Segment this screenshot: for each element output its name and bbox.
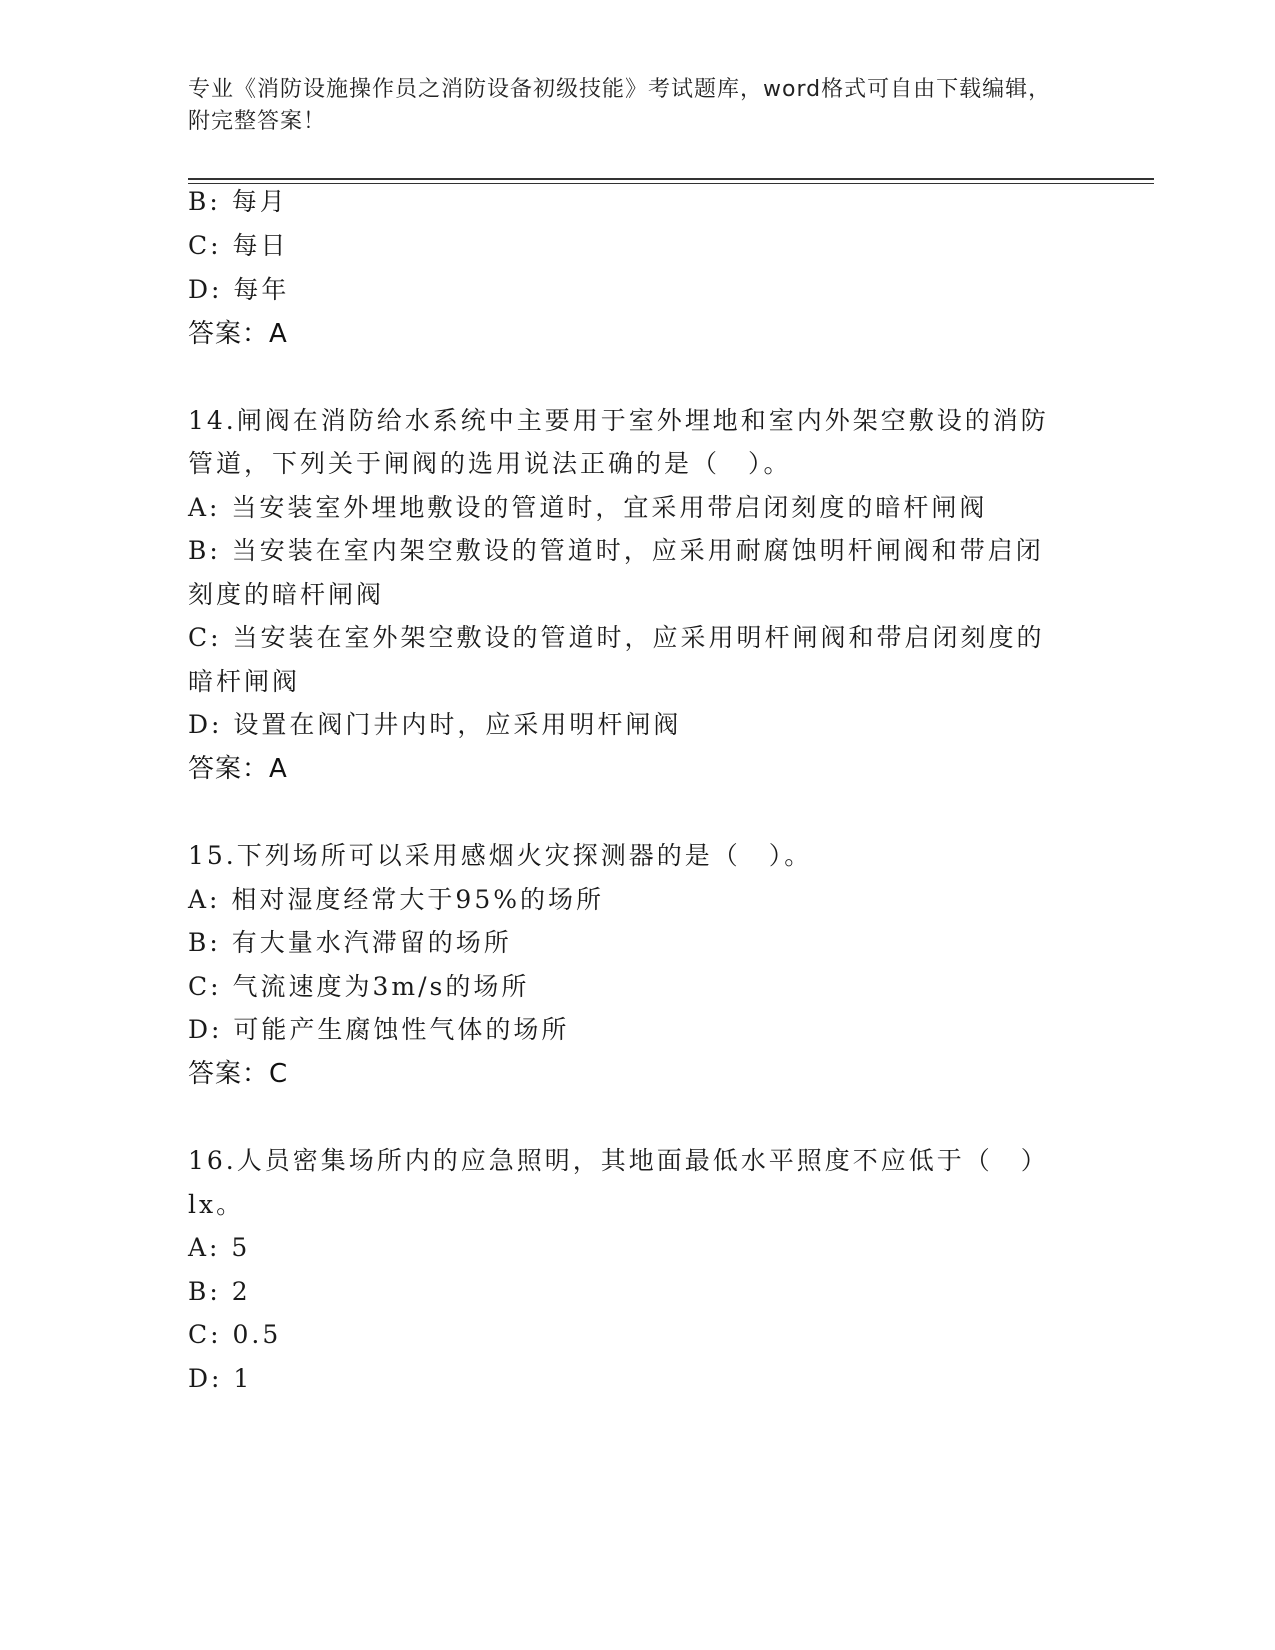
q13-answer: 答案：A [188, 319, 288, 349]
q16-option-a: A: 5 [188, 1233, 251, 1262]
q13-option-d: D: 每年 [188, 275, 290, 304]
q13-option-b: B: 每月 [188, 187, 288, 216]
q16-stem-line2: lx。 [188, 1190, 245, 1219]
q14-option-d: D: 设置在阀门井内时，应采用明杆闸阀 [188, 710, 682, 739]
q15-option-a: A: 相对湿度经常大于95%的场所 [188, 885, 604, 914]
header-rule-thick [188, 178, 1154, 180]
q14-option-c-line2: 暗杆闸阀 [188, 667, 301, 696]
q16-option-c: C: 0.5 [188, 1320, 282, 1349]
q15-answer: 答案：C [188, 1059, 289, 1089]
q14-stem-line1: 14.闸阀在消防给水系统中主要用于室外埋地和室内外架空敷设的消防 [188, 406, 1049, 435]
q15-option-d: D: 可能产生腐蚀性气体的场所 [188, 1015, 570, 1044]
q16-option-b: B: 2 [188, 1277, 251, 1306]
q16-option-d: D: 1 [188, 1364, 253, 1393]
q15-option-c: C: 气流速度为3m/s的场所 [188, 972, 530, 1001]
q15-option-b: B: 有大量水汽滞留的场所 [188, 928, 512, 957]
q14-option-b-line2: 刻度的暗杆闸阀 [188, 580, 385, 609]
header-rule-thin [188, 183, 1154, 184]
q14-option-b-line1: B: 当安装在室内架空敷设的管道时，应采用耐腐蚀明杆闸阀和带启闭 [188, 536, 1044, 565]
document-header: 专业《消防设施操作员之消防设备初级技能》考试题库，word格式可自由下载编辑，附完整答案！ [188, 77, 1052, 134]
q14-answer: 答案：A [188, 754, 288, 784]
q14-option-a: A: 当安装室外埋地敷设的管道时，宜采用带启闭刻度的暗杆闸阀 [188, 493, 988, 522]
q15-stem: 15.下列场所可以采用感烟火灾探测器的是（ ）。 [188, 841, 813, 870]
q13-option-c: C: 每日 [188, 231, 289, 260]
q14-stem-line2: 管道，下列关于闸阀的选用说法正确的是（ ）。 [188, 449, 792, 478]
q16-stem-line1: 16.人员密集场所内的应急照明，其地面最低水平照度不应低于（ ） [188, 1146, 1049, 1175]
q14-option-c-line1: C: 当安装在室外架空敷设的管道时，应采用明杆闸阀和带启闭刻度的 [188, 623, 1045, 652]
